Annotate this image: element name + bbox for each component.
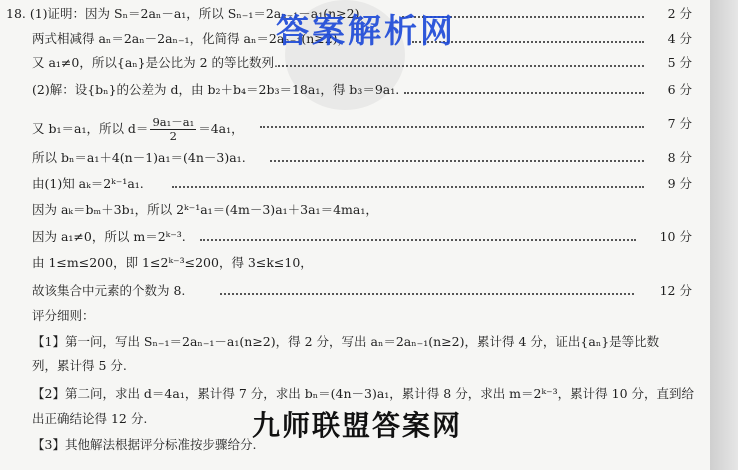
dot-leader: [220, 293, 634, 295]
dot-leader: [404, 92, 644, 94]
solution-line-4-text: (2)解：设{bₙ}的公差为 d，由 b₂＋b₄＝2b₃＝18a₁，得 b₃＝9a₁.: [32, 82, 400, 97]
dot-leader: [278, 65, 644, 67]
score-label: 4 分: [667, 31, 692, 46]
solution-line-6-text: 所以 bₙ＝a₁＋4(n－1)a₁＝(4n－3)a₁.: [32, 150, 246, 165]
watermark-bottom: 九师联盟答案网: [252, 409, 463, 442]
score-label: 9 分: [667, 176, 692, 191]
score-label: 2 分: [667, 6, 692, 21]
watermark-top: 答案解析网: [276, 11, 456, 50]
solution-line-1-text: 18. (1)证明：因为 Sₙ＝2aₙ－a₁，所以 Sₙ₋₁＝2aₙ₋₁－a₁(n≥2)，: [6, 6, 372, 21]
dot-leader: [270, 160, 644, 162]
solution-line-9-text: 因为 a₁≠0，所以 m＝2ᵏ⁻³.: [32, 229, 186, 244]
score-label: 6 分: [667, 82, 692, 97]
solution-line-7-text: 由(1)知 aₖ＝2ᵏ⁻¹a₁.: [32, 176, 144, 191]
answer-sheet-page: 18. (1)证明：因为 Sₙ＝2aₙ－a₁，所以 Sₙ₋₁＝2aₙ₋₁－a₁(n≥2)， 2 分 两式相减得 aₙ＝2aₙ－2aₙ₋₁，化简得 aₙ＝2aₙ₋₁(n≥2)， 4 分 又 a₁≠0，所以{aₙ}是公比为 2 的等比数列. 5 分 (2)解：设{bₙ}的公差为 d，由 b₂＋b₄＝2b₃＝18a₁，得 b₃＝9a₁. 6 分 又 b₁＝a₁，所以 d＝ $\frac{\text{9a₁－a₁}}{2}$ ＝4a₁， 7 分 所以 bₙ＝a₁＋4(n－1)a₁＝(4n－3)a₁. 8 分 由(1)知 aₖ＝2ᵏ⁻¹a₁. 9 分 因为 aₖ＝bₘ＋3b₁，所以 2ᵏ⁻¹a₁＝(4m－3)a₁＋3a₁＝4ma₁， 因为 a₁≠0，所以 m＝2ᵏ⁻³. 10 分 由 1≤m≤200，即 1≤2ᵏ⁻³≤200，得 3≤k≤10， 故该集合中元素的个数为 8. 12 分 评分细则： 【1】第一问，写出 Sₙ₋₁＝2aₙ₋₁－a₁(n≥2)，得 2 分，写出 aₙ＝2aₙ₋₁(n≥2)，累计得 4 分，证出{aₙ}是等比数 列，累计得 5 分. 【2】第二问，求出 d＝4a₁，累计得 7 分，求出 bₙ＝(4n－3)a₁，累计得 8 分，求出 m＝2ᵏ⁻³，累计得 10 分，直到给 出正确结论得 12 分. 【3】其他解法根据评分标准按步骤给分. 答案解析网 九师联盟答案网: [0, 0, 710, 470]
solution-line-10-text: 由 1≤m≤200，即 1≤2ᵏ⁻³≤200，得 3≤k≤10，: [32, 255, 313, 270]
fraction: $\frac{\text{9a₁－a₁}}{2}$: [152, 115, 195, 143]
dot-leader: [172, 186, 644, 188]
score-label: 8 分: [667, 150, 692, 165]
solution-line-5: [32, 108, 692, 143]
page-edge-shadow: [710, 0, 738, 470]
score-label: 10 分: [659, 229, 692, 244]
score-label: 5 分: [667, 55, 692, 70]
dot-leader: [200, 239, 636, 241]
solution-line-8-text: 因为 aₖ＝bₘ＋3b₁，所以 2ᵏ⁻¹a₁＝(4m－3)a₁＋3a₁＝4ma₁，: [32, 202, 378, 217]
score-label: 7 分: [667, 116, 692, 131]
solution-line-11-text: 故该集合中元素的个数为 8.: [32, 283, 186, 298]
solution-line-2-text: 两式相减得 aₙ＝2aₙ－2aₙ₋₁，化简得 aₙ＝2aₙ₋₁(n≥2)，: [32, 31, 351, 46]
score-label: 12 分: [659, 283, 692, 298]
solution-line-3-text: 又 a₁≠0，所以{aₙ}是公比为 2 的等比数列.: [32, 55, 279, 70]
solution-line-5-text: 又 b₁＝a₁，所以 d＝ $\frac{\text{9a₁－a₁}}{2}$ ＝4a₁，: [32, 115, 244, 143]
dot-leader: [260, 126, 644, 128]
